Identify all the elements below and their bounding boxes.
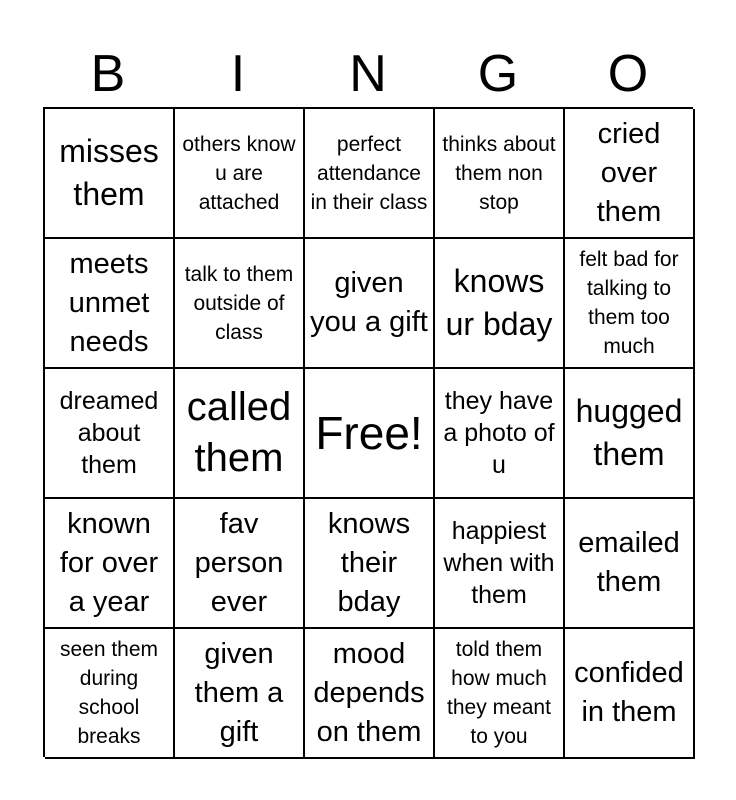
bingo-cell [435,239,565,369]
header-letter-b: B [90,45,126,103]
bingo-cell-text: misses them [59,133,159,212]
bingo-cell [175,109,305,239]
header-letter-g: G [477,45,519,103]
bingo-cell [305,239,435,369]
bingo-cell-text: mood depends on them [313,637,425,748]
bingo-cell [435,629,565,759]
free-space-label: Free! [315,407,423,459]
bingo-cell [45,629,175,759]
bingo-cell-text: thinks about them non stop [442,132,556,214]
header-letter-o: O [607,45,649,103]
bingo-cell-text: dreamed about them [59,387,159,479]
bingo-cell [175,239,305,369]
bingo-board [43,107,693,757]
bingo-cell-text: talk to them outside of class [184,262,294,344]
bingo-cell [175,499,305,629]
bingo-cell-text: told them how much they meant to you [447,638,551,748]
bingo-cell [45,499,175,629]
bingo-cell-text: others know u are attached [182,132,296,214]
bingo-cell [45,109,175,239]
bingo-cell [565,239,695,369]
bingo-cell [565,499,695,629]
bingo-cell-text: hugged them [575,393,683,472]
bingo-cell-text: given them a gift [194,637,284,748]
bingo-header [43,40,693,108]
bingo-cell-text: given you a gift [310,267,428,338]
bingo-cell [45,239,175,369]
bingo-cell-text: knows their bday [327,507,411,618]
bingo-cell [565,629,695,759]
bingo-cell [565,109,695,239]
bingo-cell-text: knows ur bday [445,263,553,342]
bingo-cell-text: meets unmet needs [68,247,150,358]
header-letter-n: N [349,45,387,103]
bingo-cell-text: cried over them [596,117,662,228]
bingo-cell [175,629,305,759]
bingo-cell-free [305,369,435,499]
bingo-cell-text: called them [186,385,292,480]
bingo-cell-text: happiest when with them [443,517,555,609]
bingo-cell-text: they have a photo of u [443,387,555,479]
bingo-cell-text: felt bad for talking to them too much [579,248,679,358]
bingo-cell [435,499,565,629]
bingo-cell [435,109,565,239]
bingo-cell [435,369,565,499]
bingo-cell-text: confided in them [574,657,684,728]
bingo-cell-text: perfect attendance in their class [310,132,428,214]
bingo-cell [45,369,175,499]
bingo-cell [305,109,435,239]
bingo-cell [305,499,435,629]
bingo-cell-text: fav person ever [194,507,284,618]
bingo-cell [305,629,435,759]
bingo-cell [565,369,695,499]
bingo-cell [175,369,305,499]
bingo-cell-text: emailed them [578,527,680,598]
bingo-cell-text: seen them during school breaks [59,638,159,748]
header-letter-i: I [230,45,246,103]
bingo-cell-text: known for over a year [59,507,159,618]
